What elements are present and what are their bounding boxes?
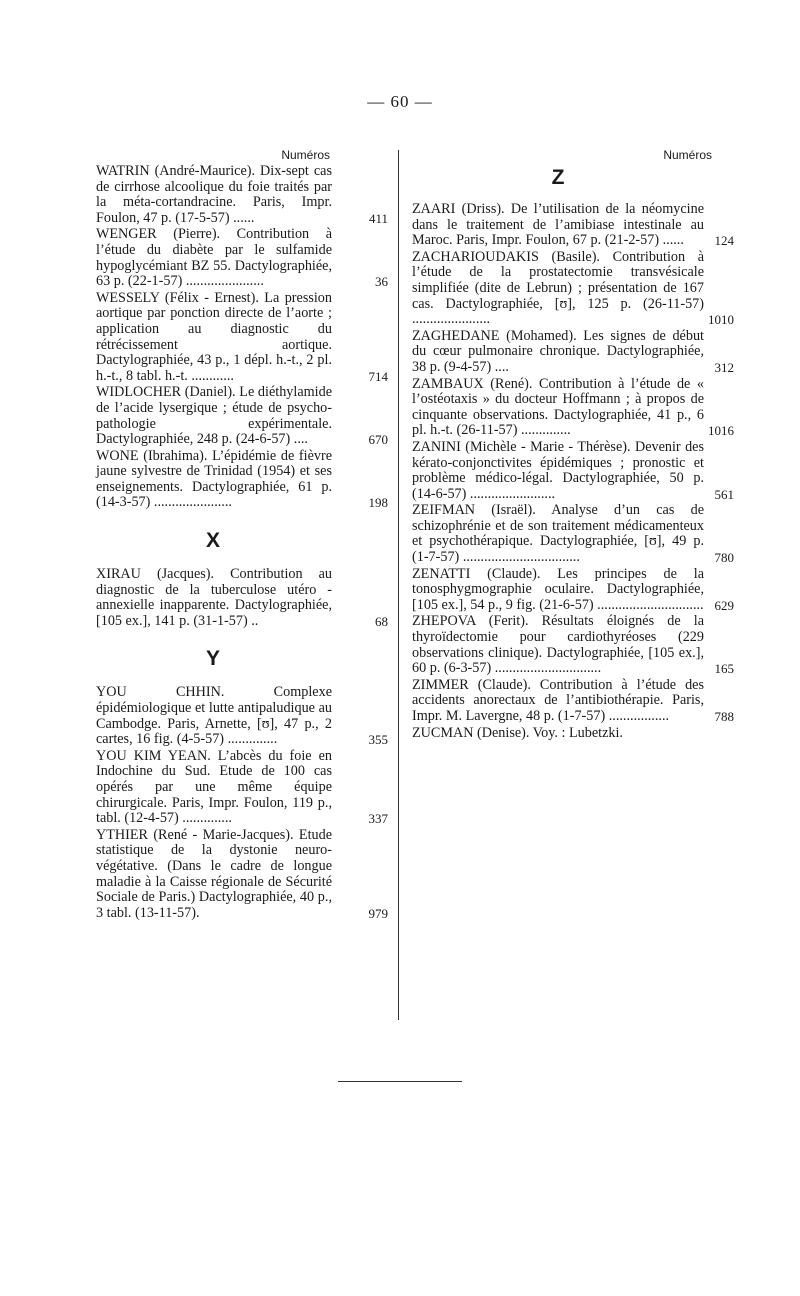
section-letter-y: Y	[205, 647, 220, 671]
entry-number: 337	[368, 811, 388, 827]
section-letter-z: Z	[551, 166, 565, 189]
bottom-rule	[338, 1081, 462, 1082]
entry-text: WIDLOCHER (Daniel). Le diéthylamide de l’acide lysergique ; étude de psycho-pathologie expérimentale. Dactylographiée, 248 p. (24-6-57) ....	[96, 384, 332, 448]
entry-number: 670	[368, 432, 388, 448]
bibliography-entry	[412, 248, 734, 328]
entry-text: WENGER (Pierre). Contribution à l’étude du diabète par le sulfamide hypoglycémiant BZ 55. Dactylographiée, 63 p. (22-1-57) ......................	[96, 226, 332, 290]
bibliography-entry	[96, 291, 388, 385]
entries-z	[412, 201, 734, 741]
entry-number: 68	[375, 613, 388, 629]
entry-text: WATRIN (André-Maurice). Dix-sept cas de cirrhose alcoolique du foie traités par la méta-cortandracine. Paris, Impr. Foulon, 47 p. (17-5-57) ......	[96, 163, 332, 226]
column-header: Numéros	[281, 148, 330, 162]
bibliography-entry	[96, 828, 388, 922]
entry-number: 312	[714, 359, 734, 375]
entry-text: ZAGHEDANE (Mohamed). Les signes de début du cœur pulmonaire chronique. Dactylographiée, 38 p. (9-4-57) ....	[412, 327, 704, 375]
entry-text: ZANINI (Michèle - Marie - Thérèse). Devenir des kérato-conjonctivites épidémiques ; pronostic et problème médico-légal. Dactylographiée, 50 p. (14-6-57) ........................	[412, 438, 704, 502]
bibliography-entry	[96, 385, 388, 447]
entry-text: YTHIER (René - Marie-Jacques). Etude statistique de la dystonie neuro-végétative. (Dans le cadre de longue maladie à la Caisse régionale de Sécurité Sociale de Paris.) Dactylographiée, 40 p., 3 tabl. (13-11-57).	[96, 826, 332, 921]
entry-text: XIRAU (Jacques). Contribution au diagnostic de la tuberculose utéro - annexielle inapparente. Dactylographiée, [105 ex.], 141 p. (31-1-57) ..	[96, 566, 332, 629]
entry-number: 355	[368, 732, 388, 748]
bibliography-entry	[412, 375, 734, 439]
bibliography-entry	[96, 749, 388, 827]
entry-number: 629	[714, 597, 734, 613]
entries-y	[96, 685, 388, 921]
bibliography-entry	[96, 685, 388, 747]
bibliography-entry	[412, 327, 734, 376]
bibliography-entry	[412, 502, 734, 566]
entry-text: ZIMMER (Claude). Contribution à l’étude des accidents anorectaux de l’antibiothérapie. Paris, Impr. M. Lavergne, 48 p. (1-7-57) .................	[412, 676, 704, 724]
column-divider	[398, 150, 399, 1020]
column-header: Numéros	[663, 148, 712, 162]
entry-number: 561	[714, 486, 734, 502]
entry-number: 1010	[708, 312, 734, 328]
section-letter-x: X	[205, 529, 220, 553]
entry-text: WONE (Ibrahima). L’épidémie de fièvre jaune sylvestre de Trinidad (1954) et ses enseignements. Dactylographiée, 61 p. (14-3-57) ......................	[96, 447, 332, 511]
entry-number: 1016	[708, 423, 734, 439]
entry-number: 165	[714, 661, 734, 677]
bibliography-entry	[412, 201, 734, 249]
entry-text: YOU KIM YEAN. L’abcès du foie en Indochine du Sud. Etude de 100 cas opérés par une même équipe chirurgicale. Paris, Impr. Foulon, 119 p., tabl. (12-4-57) ..............	[96, 747, 332, 827]
bibliography-entry	[96, 449, 388, 511]
bibliography-entry	[412, 613, 734, 677]
entry-text: ZUCMAN (Denise). Voy. : Lubetzki.	[412, 724, 623, 741]
entries-x	[96, 567, 388, 629]
bibliography-entry	[412, 565, 734, 614]
entry-text: ZAARI (Driss). De l’utilisation de la néomycine dans le traitement de l’amibiase intestinale au Maroc. Paris, Impr. Foulon, 67 p. (21-2-57) ......	[412, 201, 704, 249]
page-number: — 60 —	[367, 92, 433, 111]
entry-number: 36	[375, 274, 388, 290]
entry-text: WESSELY (Félix - Ernest). La pression aortique par ponction directe de l’aorte ; application au diagnostic du rétrécissement aortique. Dactylographiée, 43 p., 1 dépl. h.-t., 2 pl. h.-t., 8 tabl. h.-t. ............	[96, 289, 332, 384]
entry-number: 780	[714, 550, 734, 566]
entry-number: 124	[714, 233, 734, 249]
entry-number: 411	[368, 210, 388, 226]
bibliography-entry	[96, 227, 388, 289]
entries-w	[96, 164, 388, 511]
entry-text: ZEIFMAN (Israël). Analyse d’un cas de schizophrénie et de son traitement médicamenteux et psychothérapique. Dactylographiée, [ʊ], 49 p. (1-7-57) .................................	[412, 502, 704, 566]
entry-number: 714	[368, 368, 388, 384]
entry-text: ZHEPOVA (Ferit). Résultats éloignés de la thyroïdectomie pour cardiothyréoses (229 observations clinique). Dactylographiée, [105 ex.], 60 p. (6-3-57) ..............................	[412, 613, 704, 677]
bibliography-entry	[96, 567, 388, 629]
bibliography-entry	[412, 676, 734, 725]
entry-text: ZACHARIOUDAKIS (Basile). Contribution à l’étude de la prostatectomie transvésicale simplifiée (dite de Lebrun) ; présentation de 167 cas. Dactylographiée, [ʊ], 125 p. (26-11-57) ......................	[412, 248, 704, 328]
entry-text: YOU CHHIN. Complexe épidémiologique et lutte antipaludique au Cambodge. Paris, Arnette, [ʊ], 47 p., 2 cartes, 16 fig. (4-5-57) ..............	[96, 684, 332, 748]
bibliography-entry	[412, 726, 712, 742]
entry-number: 788	[714, 709, 734, 724]
entry-text: ZENATTI (Claude). Les principes de la tonosphygmographie oculaire. Dactylographiée, [105 ex.], 54 p., 9 fig. (21-6-57) ..............................	[412, 565, 704, 613]
right-column	[412, 146, 734, 742]
left-column	[96, 146, 388, 922]
entry-text: ZAMBAUX (René). Contribution à l’étude de « l’ostéotaxis » du docteur Hoffmann ; à propos de cinquante observations. Dactylographiée, 41 p., 6 pl. h.-t. (26-11-57) ..............	[412, 375, 704, 439]
entry-number: 979	[368, 905, 388, 921]
bibliography-entry	[412, 438, 734, 502]
bibliography-entry	[96, 164, 388, 226]
entry-number: 198	[368, 495, 388, 511]
